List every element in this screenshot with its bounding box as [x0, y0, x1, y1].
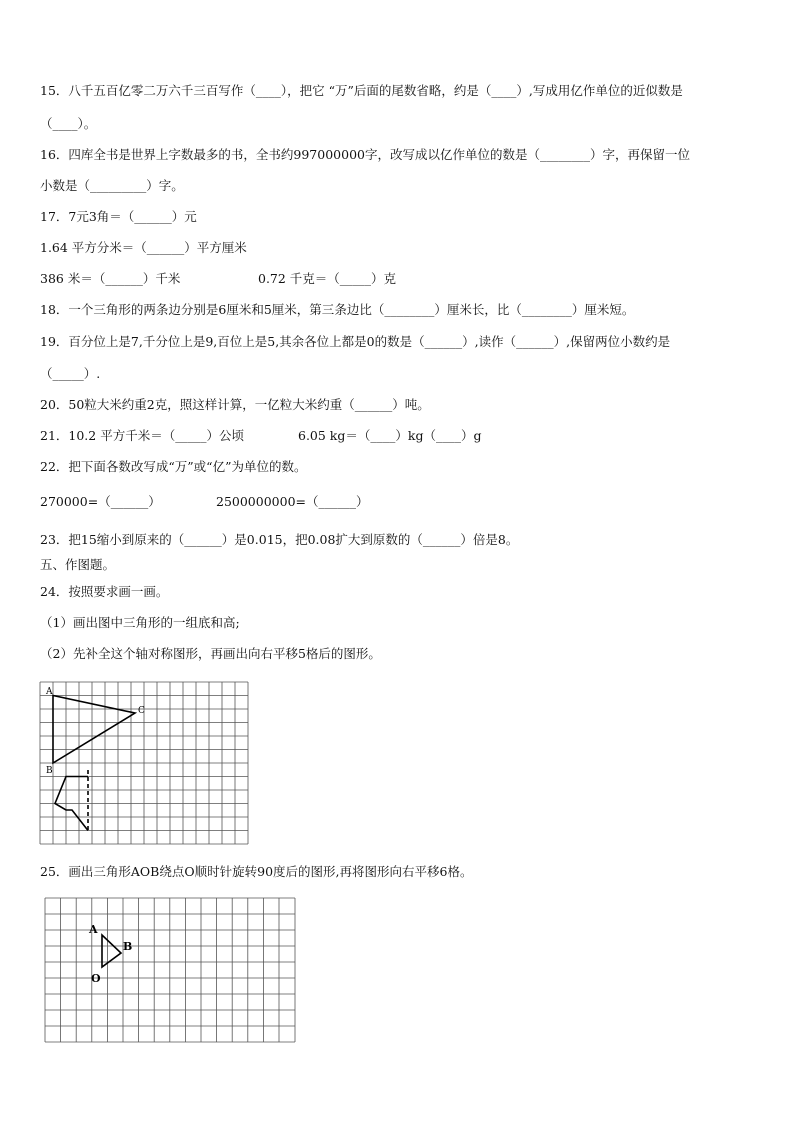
q24-label-a: A [46, 687, 53, 697]
q25-label-o: O [91, 972, 101, 985]
q17-line3a: 386 米＝（______）千米 [40, 271, 181, 286]
q22-line1: 22．把下面各数改写成“万”或“亿”为单位的数。 [40, 459, 307, 474]
q19-line2: （_____）. [40, 366, 101, 381]
q24-grid-figure[interactable] [38, 680, 254, 846]
q25-grid-figure[interactable] [43, 896, 299, 1046]
q20-line1: 20．50粒大米约重2克，照这样计算，一亿粒大米约重（______）吨。 [40, 397, 430, 412]
q25-label-b: B [123, 940, 133, 953]
q17-line3b: 0.72 千克＝（_____）克 [258, 271, 397, 286]
q17-line2: 1.64 平方分米＝（______）平方厘米 [40, 240, 247, 255]
q24-label-b: B [46, 766, 53, 776]
q25-line1: 25．画出三角形AOB绕点O顺时针旋转90度后的图形,再将图形向右平移6格。 [40, 864, 473, 879]
q23-line1: 23．把15缩小到原来的（______）是0.015，把0.08扩大到原数的（______）倍是8。 [40, 532, 519, 547]
q17-line1: 17．7元3角＝（______）元 [40, 209, 197, 224]
q25-label-a: A [89, 923, 98, 936]
q18-line1: 18．一个三角形的两条边分别是6厘米和5厘米，第三条边比（________）厘米长，比（________）厘米短。 [40, 302, 635, 317]
q25-grid [45, 898, 295, 1042]
q19-line1: 19．百分位上是7,千分位上是9,百位上是5,其余各位上都是0的数是（______）,读作（______）,保留两位小数约是 [40, 334, 671, 349]
q22-line2b: 2500000000=（______） [216, 494, 369, 509]
q24-line2: （1）画出图中三角形的一组底和高; [40, 615, 240, 630]
q24-line3: （2）先补全这个轴对称图形，再画出向右平移5格后的图形。 [40, 646, 381, 661]
q24-triangle-abc [53, 696, 135, 764]
q21-line1b: 6.05 kg＝（____）kg（____）g [298, 428, 482, 443]
q21-line1a: 21．10.2 平方千米＝（_____）公顷 [40, 428, 244, 443]
q24-line1: 24．按照要求画一画。 [40, 584, 169, 599]
q24-label-c: C [138, 706, 145, 716]
q16-line1: 16．四库全书是世界上字数最多的书，全书约997000000字，改写成以亿作单位的数是（________）字，再保留一位 [40, 147, 690, 162]
section-5-heading: 五、作图题。 [40, 557, 116, 572]
q16-line2: 小数是（_________）字。 [40, 178, 184, 193]
q15-line2: （____）。 [40, 116, 97, 131]
q22-line2a: 270000=（______） [40, 494, 161, 509]
q15-line1: 15．八千五百亿零二万六千三百写作（____），把它 “万”后面的尾数省略，约是（____）,写成用亿作单位的近似数是 [40, 83, 683, 98]
